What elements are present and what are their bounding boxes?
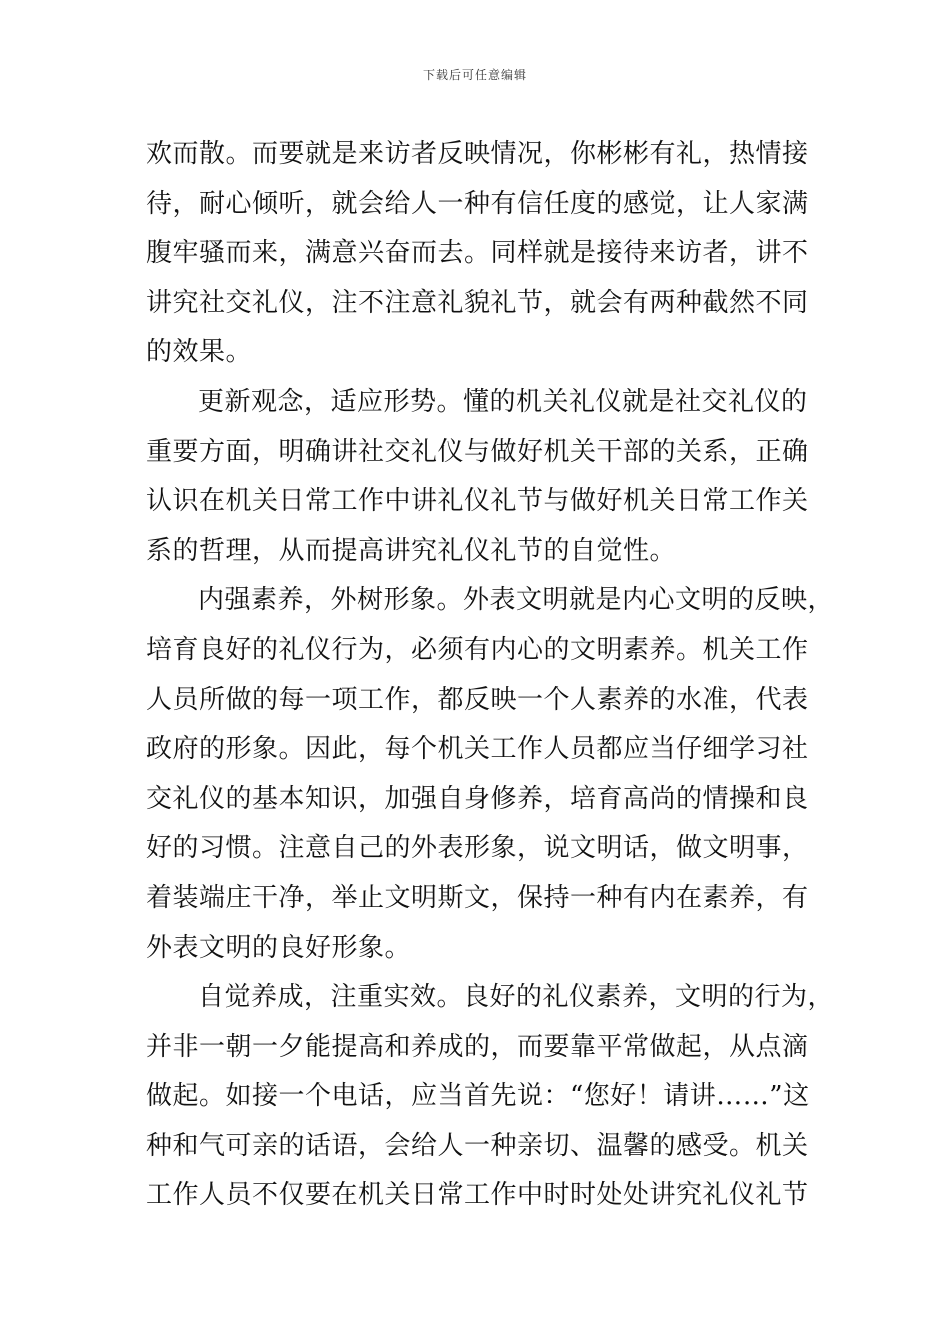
text-line: 好的习惯。注意自己的外表形象，说文明话，做文明事， [146,833,809,864]
text-line: 外表文明的良好形象。 [146,932,412,963]
text-line: 腹牢骚而来，满意兴奋而去。同样就是接待来访者，讲不 [146,238,809,269]
text-line: 系的哲理，从而提高讲究礼仪礼节的自觉性。 [146,535,677,566]
text-line: 更新观念，适应形势。懂的机关礼仪就是社交礼仪的 [198,386,808,417]
text-line: 内强素养，外树形象。外表文明就是内心文明的反映， [198,585,835,616]
text-line: 工作人员不仅要在机关日常工作中时时处处讲究礼仪礼节 [146,1180,809,1211]
text-line: 讲究社交礼仪，注不注意礼貌礼节，就会有两种截然不同 [146,287,809,318]
text-line: 重要方面，明确讲社交礼仪与做好机关干部的关系，正确 [146,436,809,467]
text-line: 交礼仪的基本知识，加强自身修养，培育高尚的情操和良 [146,783,809,814]
body-text [146,130,835,1221]
text-line: 欢而散。而要就是来访者反映情况，你彬彬有礼，热情接 [146,139,809,169]
page-header-note: 下载后可任意编辑 [422,68,527,82]
text-line: 政府的形象。因此，每个机关工作人员都应当仔细学习社 [146,734,809,765]
text-line: 种和气可亲的话语，会给人一种亲切、温馨的感受。机关 [146,1130,809,1161]
text-line: 人员所做的每一项工作，都反映一个人素养的水准，代表 [146,684,809,715]
text-line: 的效果。 [146,337,253,368]
text-line: 做起。如接一个电话，应当首先说：“您好！请讲……”这 [146,1081,810,1112]
text-line: 认识在机关日常工作中讲礼仪礼节与做好机关日常工作关 [146,486,809,517]
text-line: 待，耐心倾听，就会给人一种有信任度的感觉，让人家满 [146,188,809,219]
text-line: 培育良好的礼仪行为，必须有内心的文明素养。机关工作 [146,634,809,665]
text-line: 着装端庄干净，举止文明斯文，保持一种有内在素养，有 [146,882,809,913]
text-line: 自觉养成，注重实效。良好的礼仪素养，文明的行为， [198,982,835,1013]
text-line: 并非一朝一夕能提高和养成的，而要靠平常做起，从点滴 [146,1031,809,1062]
